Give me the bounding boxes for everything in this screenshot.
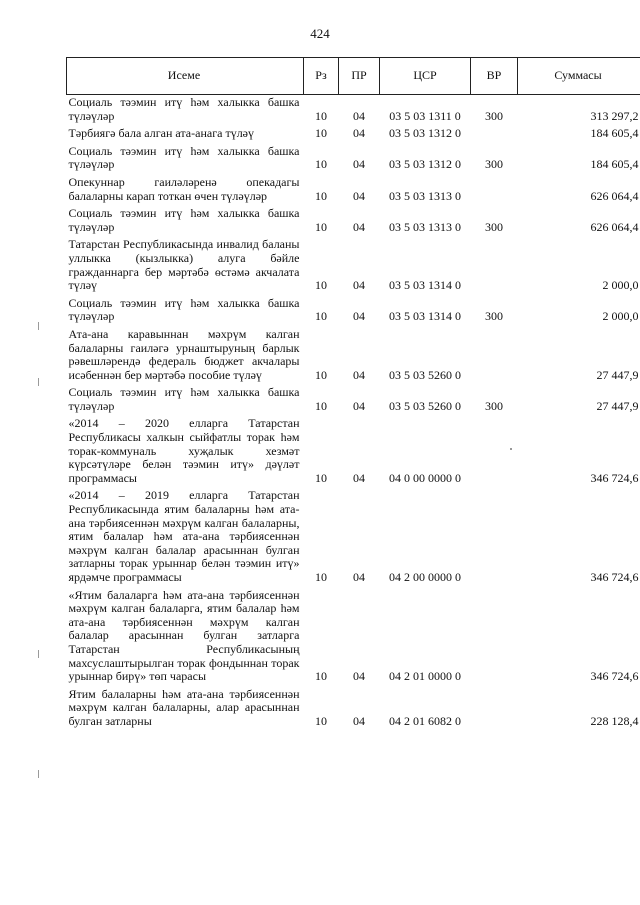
row-sum: 228 128,4 (590, 713, 639, 728)
row-vr: 300 (485, 398, 503, 413)
row-pr: 04 (353, 669, 365, 684)
row-vr: 300 (485, 157, 503, 172)
row-pr: 04 (353, 398, 365, 413)
table-row (67, 126, 640, 144)
row-rz: 10 (315, 108, 327, 123)
row-rz: 10 (315, 188, 327, 203)
row-rz: 10 (315, 219, 327, 234)
row-name: Ата-ана каравыннан мәхрүм калган балаларны гаиләгә урнаштыруның барлык рәвешләрендә федераль бюджет акчалары исәбеннән бер мәртәбә пособие түләү (68, 326, 300, 382)
header-pr: ПР (339, 58, 380, 95)
row-csr: 03 5 03 1313 0 (389, 219, 461, 234)
row-rz: 10 (315, 367, 327, 382)
row-vr: 300 (485, 108, 503, 123)
table-body (67, 95, 640, 732)
row-pr: 04 (353, 108, 365, 123)
table-row (67, 175, 640, 206)
table-row (67, 206, 640, 237)
row-name: Социаль тәэмин итү һәм халыкка башка түләүләр (68, 295, 300, 324)
row-vr (471, 175, 518, 206)
table-row (67, 296, 640, 327)
row-sum: 2 000,0 (602, 278, 639, 293)
row-csr: 03 5 03 1314 0 (389, 278, 461, 293)
row-rz: 10 (315, 713, 327, 728)
row-csr: 03 5 03 1312 0 (389, 126, 461, 141)
row-pr: 04 (353, 309, 365, 324)
row-name: Татарстан Республикасында инвалид баланы уллыкка (кызлыкка) алуга бәйле гражданнарга бер мәртәбә өстәмә акчалата түләү (68, 237, 300, 293)
row-name: «Ятим балаларга һәм ата-ана тәрбиясеннән мәхрүм калган балаларга, ятим балалар һәм ата-ана тәрбиясеннән мәхрүм калган балалар арасыннан булган затларга Татарстан Республикасының махсуслаштырылган торак фондыннан торак урыннар бирү» төп чарасы (68, 587, 300, 684)
row-name: Опекуннар гаиләләренә опекадагы балаларны карап тоткан өчен түләүләр (68, 174, 300, 203)
row-sum: 27 447,9 (596, 398, 639, 413)
row-name: Социаль тәэмин итү һәм халыкка башка түләүләр (68, 95, 300, 123)
header-name: Исеме (67, 58, 304, 95)
row-sum: 346 724,6 (590, 470, 639, 485)
row-csr: 03 5 03 1312 0 (389, 157, 461, 172)
header-sum: Суммасы (518, 58, 640, 95)
page-number: 424 (310, 26, 330, 41)
row-pr: 04 (353, 157, 365, 172)
row-csr: 03 5 03 1314 0 (389, 309, 461, 324)
row-sum: 346 724,6 (590, 669, 639, 684)
row-rz: 10 (315, 398, 327, 413)
row-name: Тәрбиягә бала алган ата-анага түләү (68, 126, 255, 141)
row-rz: 10 (315, 126, 327, 141)
table-row (67, 588, 640, 687)
row-sum: 626 064,4 (590, 219, 639, 234)
row-rz: 10 (315, 157, 327, 172)
header-vr: ВР (471, 58, 518, 95)
row-sum: 184 605,4 (590, 157, 639, 172)
row-rz: 10 (315, 669, 327, 684)
table-row (67, 416, 640, 488)
row-vr (471, 237, 518, 295)
row-name: Социаль тәэмин итү һәм халыкка башка түләүләр (68, 206, 300, 234)
row-vr (471, 588, 518, 687)
row-rz: 10 (315, 570, 327, 584)
row-sum: 2 000,0 (602, 309, 639, 324)
row-csr: 03 5 03 5260 0 (389, 367, 461, 382)
row-vr (471, 327, 518, 385)
row-pr: 04 (353, 470, 365, 485)
table-row (67, 144, 640, 175)
table-row (67, 488, 640, 587)
row-name: Социаль тәэмин итү һәм халыкка башка түләүләр (68, 385, 300, 413)
scan-mark (38, 322, 39, 330)
table-row (67, 385, 640, 416)
scan-mark (38, 650, 39, 658)
row-name: «2014 – 2019 елларга Татарстан Республикасында ятим балаларны һәм ата-ана тәрбиясеннән мәхрүм калган балаларны, ятим балалар һәм ата-ана тәрбиясеннән мәхрүм калган балалар арасыннан булган затларны торак урыннар белән тәэмин итү» ярдәмче программасы (68, 488, 300, 584)
row-sum: 313 297,2 (590, 108, 639, 123)
row-pr: 04 (353, 219, 365, 234)
row-pr: 04 (353, 713, 365, 728)
table-row (67, 95, 640, 127)
row-vr: 300 (485, 219, 503, 234)
row-vr (471, 488, 518, 587)
row-csr: 04 2 01 6082 0 (389, 713, 461, 728)
scan-mark (38, 770, 39, 778)
row-sum: 626 064,4 (590, 188, 639, 203)
table-header-row (67, 58, 640, 95)
row-pr: 04 (353, 188, 365, 203)
row-csr: 04 2 01 0000 0 (389, 669, 461, 684)
header-rz: Рз (304, 58, 339, 95)
table-row (67, 237, 640, 295)
row-csr: 03 5 03 1311 0 (389, 108, 461, 123)
row-rz: 10 (315, 309, 327, 324)
table-row (67, 687, 640, 732)
row-sum: 184 605,4 (590, 126, 639, 141)
budget-table (66, 57, 640, 732)
row-pr: 04 (353, 278, 365, 293)
row-csr: 03 5 03 5260 0 (389, 398, 461, 413)
row-csr: 04 2 00 0000 0 (389, 570, 461, 584)
row-pr: 04 (353, 367, 365, 382)
scan-mark (38, 378, 39, 386)
row-rz: 10 (315, 470, 327, 485)
row-vr (471, 416, 518, 488)
header-csr: ЦСР (380, 58, 471, 95)
row-vr (471, 126, 518, 144)
row-name: Социаль тәэмин итү һәм халыкка башка түләүләр (68, 143, 300, 172)
row-vr: 300 (485, 309, 503, 324)
table-row (67, 327, 640, 385)
row-pr: 04 (353, 126, 365, 141)
scan-mark (510, 448, 512, 450)
row-rz: 10 (315, 278, 327, 293)
row-vr (471, 687, 518, 732)
row-sum: 346 724,6 (590, 570, 639, 584)
row-name: «2014 – 2020 елларга Татарстан Республикасы халкын сыйфатлы торак һәм торак-коммуналь хуҗалык хезмәт күрсәтүләре белән тәэмин итү» дәүләт программасы (68, 416, 300, 485)
row-csr: 04 0 00 0000 0 (389, 470, 461, 485)
row-name: Ятим балаларны һәм ата-ана тәрбиясеннән мәхрүм калган балаларны, алар арасыннан булган затларны (68, 686, 300, 728)
row-sum: 27 447,9 (596, 367, 639, 382)
row-pr: 04 (353, 570, 365, 584)
row-csr: 03 5 03 1313 0 (389, 188, 461, 203)
